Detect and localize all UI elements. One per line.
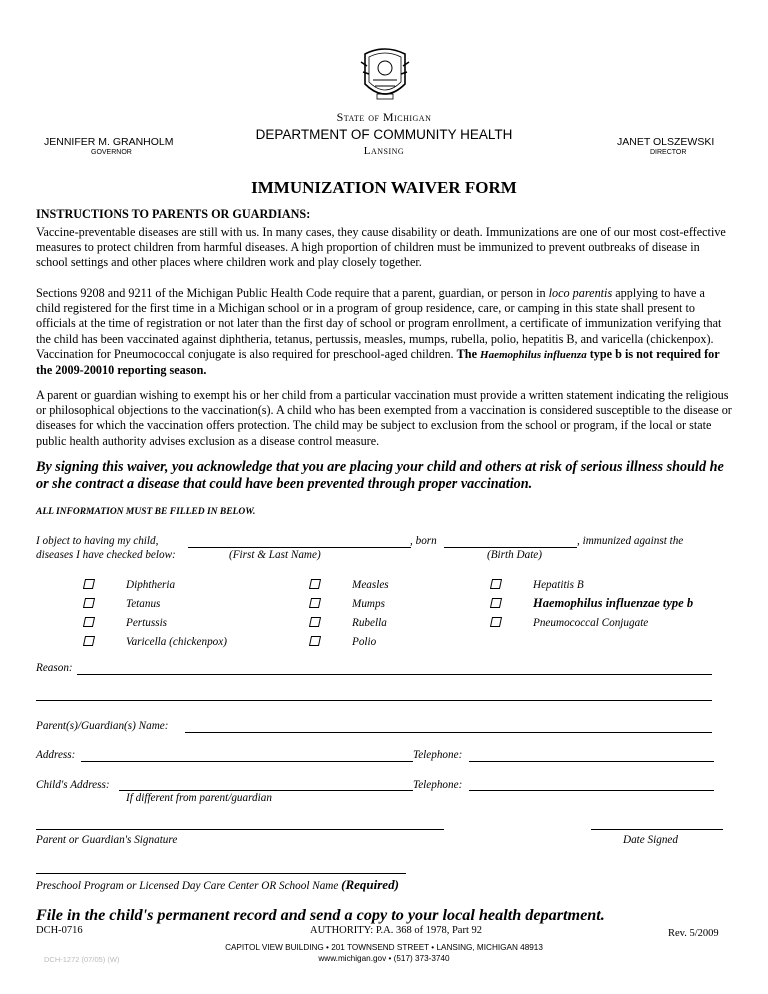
signature-label: Parent or Guardian's Signature	[36, 834, 178, 846]
department-name: DEPARTMENT OF COMMUNITY HEALTH	[255, 127, 513, 142]
director-title: DIRECTOR	[650, 149, 687, 156]
polio-checkbox[interactable]	[309, 636, 321, 646]
form-title: IMMUNIZATION WAIVER FORM	[251, 178, 517, 197]
preschool-label: Preschool Program or Licensed Day Care Center OR School Name (Required)	[36, 877, 399, 892]
preschool-name-field[interactable]	[36, 873, 406, 874]
tetanus-checkbox[interactable]	[83, 598, 95, 608]
all-info-note: ALL INFORMATION MUST BE FILLED IN BELOW.	[36, 507, 256, 517]
reason-field[interactable]	[77, 674, 712, 675]
address-label: Address:	[36, 749, 76, 761]
child-address-field[interactable]	[119, 790, 413, 791]
form-number: DCH-0716	[36, 925, 83, 936]
paragraph-3: A parent or guardian wishing to exempt his or her child from a particular vaccination must provide a written statement indicating the religious or philosophical objections to the vaccination(s). A child who has been exempted from a vaccination is considered susceptible to the disease or diseases for which the vaccination offers protection. The child may be subject to exclusion from the school or program, if the local or state public health authority advises exclusion as a disease control measure.	[36, 388, 732, 448]
pertussis-checkbox[interactable]	[83, 617, 95, 627]
polio-label: Polio	[352, 636, 377, 648]
hepatitis-b-checkbox[interactable]	[490, 579, 502, 589]
measles-checkbox[interactable]	[309, 579, 321, 589]
birth-date-hint: (Birth Date)	[487, 549, 542, 561]
instructions-heading: INSTRUCTIONS TO PARENTS OR GUARDIANS:	[36, 207, 311, 221]
signature-field[interactable]	[36, 829, 444, 830]
date-signed-field[interactable]	[591, 829, 723, 830]
varicella-label: Varicella (chickenpox)	[126, 636, 227, 648]
parent-name-field[interactable]	[185, 732, 712, 733]
state-name: State of Michigan	[336, 110, 432, 124]
governor-name: JENNIFER M. GRANHOLM	[44, 136, 174, 148]
child-address-label: Child's Address:	[36, 779, 110, 791]
michigan-seal	[359, 44, 411, 106]
director-name: JANET OLSZEWSKI	[617, 136, 715, 148]
child-telephone-field[interactable]	[469, 790, 714, 791]
pneumococcal-checkbox[interactable]	[490, 617, 502, 627]
file-instruction: File in the child's permanent record and send a copy to your local health department.	[36, 906, 605, 924]
mumps-checkbox[interactable]	[309, 598, 321, 608]
child-name-field[interactable]	[188, 547, 411, 548]
tetanus-label: Tetanus	[126, 598, 161, 610]
city-name: Lansing	[363, 145, 405, 157]
telephone-field[interactable]	[469, 761, 714, 762]
revision-date: Rev. 5/2009	[668, 928, 719, 939]
diphtheria-label: Diphtheria	[126, 579, 176, 591]
website-phone: www.michigan.gov • (517) 373-3740	[318, 954, 450, 963]
waiver-warning: By signing this waiver, you acknowledge that you are placing your child and others at risk of serious illness should he or she contract a disease that could have been prevented through proper vaccination.	[36, 459, 724, 492]
pertussis-label: Pertussis	[126, 617, 168, 629]
objection-text-4: diseases I have checked below:	[36, 549, 176, 561]
parent-name-label: Parent(s)/Guardian(s) Name:	[36, 720, 169, 732]
diphtheria-checkbox[interactable]	[83, 579, 95, 589]
authority-text: AUTHORITY: P.A. 368 of 1978, Part 92	[310, 925, 482, 936]
rubella-checkbox[interactable]	[309, 617, 321, 627]
governor-title: GOVERNOR	[91, 149, 132, 156]
name-hint: (First & Last Name)	[229, 549, 321, 561]
birth-date-field[interactable]	[444, 547, 577, 548]
if-different-note: If different from parent/guardian	[126, 792, 272, 804]
telephone-label: Telephone:	[413, 749, 463, 761]
paragraph-1: Vaccine-preventable diseases are still with us. In many cases, they cause disability or death. Immunizations are one of our most cost-effective measures to protect children from harmful diseases. A high proportion of children must be immunized to prevent outbreaks of disease in school settings and other places where children work and play closely together.	[36, 225, 726, 270]
rubella-label: Rubella	[352, 617, 387, 629]
hib-checkbox[interactable]	[490, 598, 502, 608]
reason-label: Reason:	[36, 662, 73, 674]
hepatitis-b-label: Hepatitis B	[533, 579, 584, 591]
reason-field-line-2[interactable]	[36, 700, 712, 701]
date-signed-label: Date Signed	[623, 834, 678, 846]
mumps-label: Mumps	[352, 598, 385, 610]
child-telephone-label: Telephone:	[413, 779, 463, 791]
address-field[interactable]	[81, 761, 413, 762]
objection-text-1: I object to having my child,	[36, 535, 159, 547]
measles-label: Measles	[352, 579, 389, 591]
old-form-number: DCH-1272 (07/05) (W)	[44, 955, 120, 964]
objection-text-3: , immunized against the	[577, 535, 684, 547]
varicella-checkbox[interactable]	[83, 636, 95, 646]
pneumococcal-label: Pneumococcal Conjugate	[533, 617, 649, 629]
paragraph-2: Sections 9208 and 9211 of the Michigan Public Health Code require that a parent, guardian, or person in loco parentis applying to have a child registered for the first time in a Michigan school or in a program of group residence, care, or camping in this state shall present to officials at the time of registration or not later than the first day of school or program enrollment, a certificate of immunization verifying that the child has been vaccinated against diphtheria, tetanus, pertussis, measles, mumps, rubella, polio, hepatitis B, and varicella (chickenpox). Vaccination for Pneumococcal conjugate is also required for preschool-aged children. The Haemophilus influenza type b is not required for the 2009-20010 reporting season.	[36, 286, 722, 378]
building-address: CAPITOL VIEW BUILDING • 201 TOWNSEND STREET • LANSING, MICHIGAN 48913	[225, 943, 543, 952]
hib-label: Haemophilus influenzae type b	[533, 596, 694, 610]
objection-text-2: , born	[410, 535, 437, 547]
